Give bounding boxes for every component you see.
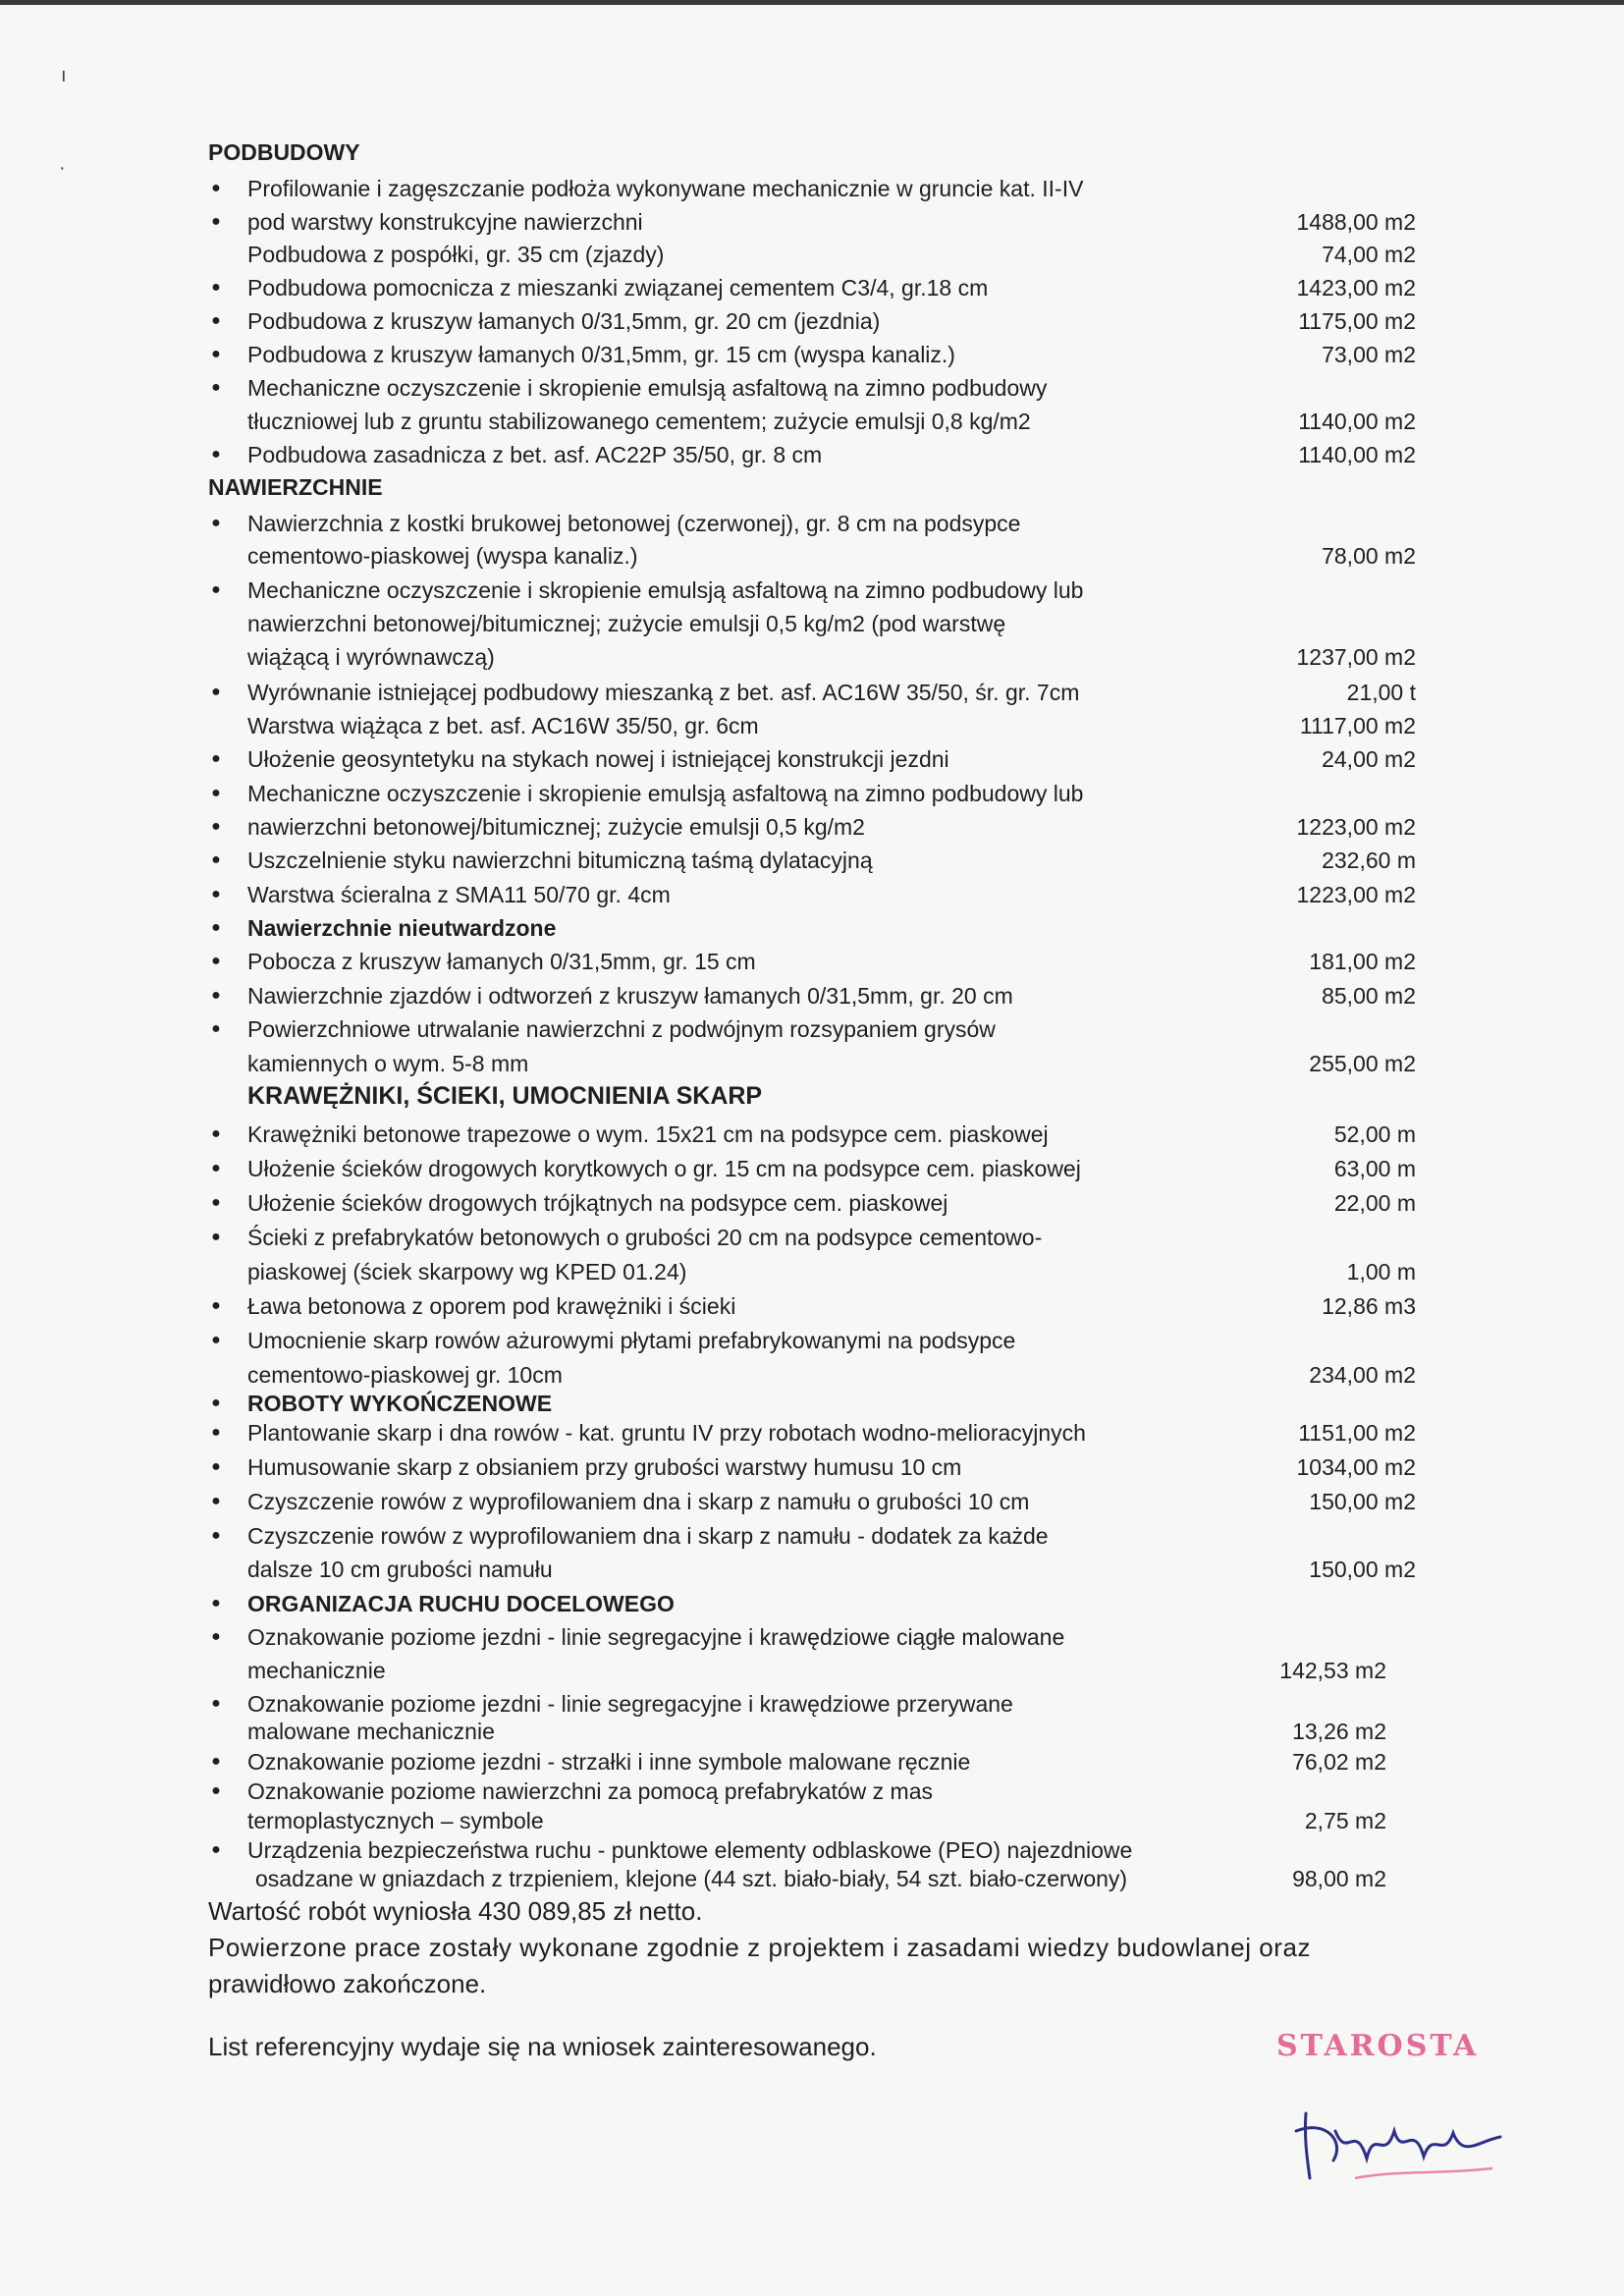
work-item-row [208, 608, 1416, 639]
bullet-icon: ● [211, 919, 221, 936]
work-item-quantity: 52,00 m [1333, 1121, 1416, 1147]
bullet-icon: ● [211, 1194, 221, 1211]
work-item-row [208, 239, 1416, 270]
work-item-quantity: 85,00 m2 [1322, 983, 1416, 1009]
work-item-quantity: 12,86 m3 [1322, 1293, 1416, 1319]
work-item-row [208, 1417, 1416, 1449]
work-item-quantity: 22,00 m [1333, 1190, 1416, 1216]
work-item-description: Podbudowa zasadnicza z bet. asf. AC22P 35/50, gr. 8 cm [247, 442, 823, 467]
bullet-icon: ● [211, 1753, 221, 1770]
work-item-description: Plantowanie skarp i dna rowów - kat. gruntu IV przy robotach wodno-melioracyjnych [247, 1420, 1086, 1446]
work-item-row [208, 574, 1416, 606]
work-item-quantity: 1140,00 m2 [1298, 409, 1416, 434]
bullet-icon: ● [211, 1628, 221, 1645]
work-item-description: Ułożenie ścieków drogowych korytkowych o gr. 15 cm na podsypce cem. piaskowej [247, 1156, 1081, 1181]
completion-statement-end: prawidłowo zakończone. [208, 1969, 487, 1998]
work-item-description: Czyszczenie rowów z wyprofilowaniem dna i skarp z namułu - dodatek za każde [247, 1523, 1049, 1549]
bullet-icon: ● [211, 1297, 221, 1314]
work-item-description: Oznakowanie poziome jezdni - linie segregacyjne i krawędziowe przerywane [247, 1691, 1013, 1717]
work-item-description: Podbudowa z kruszyw łamanych 0/31,5mm, gr. 15 cm (wyspa kanaliz.) [247, 342, 955, 367]
work-item-description: nawierzchni betonowej/bitumicznej; zużycie emulsji 0,5 kg/m2 (pod warstwę [247, 611, 1006, 636]
work-item-quantity: 21,00 t [1346, 680, 1416, 705]
bullet-icon: ● [211, 1424, 221, 1441]
bullet-icon: ● [211, 818, 221, 835]
work-item-row [208, 173, 1416, 204]
work-item-quantity: 1117,00 m2 [1299, 713, 1416, 738]
work-item-row [208, 1187, 1416, 1219]
work-item-row [208, 1325, 1416, 1356]
completion-statement: Powierzone prace zostały wykonane zgodnie z projektem i zasadami wiedzy budowlanej oraz [208, 1933, 1312, 1962]
section-heading: PODBUDOWY [208, 139, 360, 165]
section-heading: Nawierzchnie nieutwardzone [247, 915, 557, 941]
bullet-icon: ● [211, 1394, 221, 1411]
work-item-row [208, 1119, 1416, 1150]
work-item-row [208, 1621, 1416, 1653]
work-item-description: Oznakowanie poziome jezdni - strzałki i inne symbole malowane ręcznie [247, 1749, 971, 1775]
work-item-description: Warstwa ścieralna z SMA11 50/70 gr. 4cm [247, 882, 671, 907]
scan-mark: · [59, 157, 66, 179]
work-item-quantity: 13,26 m2 [1292, 1719, 1386, 1744]
work-item-row [208, 1048, 1416, 1079]
work-item-quantity: 1223,00 m2 [1296, 882, 1416, 907]
work-item-quantity: 181,00 m2 [1309, 949, 1416, 974]
work-item-row [208, 1716, 1416, 1747]
work-item-row [208, 272, 1416, 303]
work-item-description: Profilowanie i zagęszczanie podłoża wykonywane mechanicznie w gruncie kat. II-IV [247, 176, 1084, 201]
work-item-description: piaskowej (ściek skarpowy wg KPED 01.24) [247, 1259, 687, 1285]
work-item-description: Warstwa wiążąca z bet. asf. AC16W 35/50, gr. 6cm [247, 713, 759, 738]
work-item-row [208, 1554, 1416, 1585]
section-heading: ROBOTY WYKOŃCZENOWE [247, 1391, 553, 1416]
work-item-row [208, 339, 1416, 370]
bullet-icon: ● [211, 1458, 221, 1475]
work-item-description: cementowo-piaskowej (wyspa kanaliz.) [247, 543, 638, 569]
bullet-icon: ● [211, 346, 221, 362]
bullet-icon: ● [211, 987, 221, 1004]
work-item-row [208, 1359, 1416, 1391]
work-item-quantity: 150,00 m2 [1309, 1557, 1416, 1582]
bullet-icon: ● [211, 785, 221, 801]
work-item-row [208, 1451, 1416, 1483]
bullet-icon: ● [211, 953, 221, 969]
section-heading-row [208, 1388, 1416, 1419]
work-item-description: Wyrównanie istniejącej podbudowy mieszanką z bet. asf. AC16W 35/50, śr. gr. 7cm [247, 680, 1080, 705]
work-item-row [208, 1013, 1416, 1045]
work-item-row [208, 879, 1416, 910]
work-item-row [208, 439, 1416, 470]
work-item-quantity: 1,00 m [1346, 1259, 1416, 1285]
work-item-description: Czyszczenie rowów z wyprofilowaniem dna i skarp z namułu o grubości 10 cm [247, 1489, 1030, 1514]
work-item-description: osadzane w gniazdach z trzpieniem, klejone (44 szt. biało-biały, 54 szt. biało-czerwony) [255, 1866, 1128, 1891]
work-item-description: Podbudowa z pospółki, gr. 35 cm (zjazdy) [247, 242, 665, 267]
work-item-description: Ścieki z prefabrykatów betonowych o grubości 20 cm na podsypce cementowo- [247, 1225, 1043, 1250]
work-item-quantity: 234,00 m2 [1309, 1362, 1416, 1388]
work-item-row [208, 946, 1416, 977]
work-item-row [208, 406, 1416, 437]
work-item-description: Powierzchniowe utrwalanie nawierzchni z podwójnym rozsypaniem grysów [247, 1016, 996, 1042]
work-item-row [208, 1805, 1416, 1836]
work-item-row [208, 206, 1416, 238]
work-item-description: Mechaniczne oczyszczenie i skropienie emulsją asfaltową na zimno podbudowy lub [247, 781, 1084, 806]
work-item-quantity: 1151,00 m2 [1298, 1420, 1416, 1446]
bullet-icon: ● [211, 1160, 221, 1176]
work-item-description: termoplastycznych – symbole [247, 1808, 544, 1833]
work-item-row [208, 1776, 1416, 1807]
work-item-row [208, 710, 1416, 741]
work-item-quantity: 255,00 m2 [1309, 1051, 1416, 1076]
work-item-row [208, 1486, 1416, 1517]
work-item-description: Nawierzchnia z kostki brukowej betonowej (czerwonej), gr. 8 cm na podsypce [247, 511, 1021, 536]
bullet-icon: ● [211, 1695, 221, 1712]
scan-mark: ı [61, 65, 67, 86]
work-item-description: Umocnienie skarp rowów ażurowymi płytami prefabrykowanymi na podsypce [247, 1328, 1016, 1353]
work-item-description: Mechaniczne oczyszczenie i skropienie emulsją asfaltową na zimno podbudowy [247, 375, 1048, 401]
work-item-row [208, 845, 1416, 876]
work-item-description: Nawierzchnie zjazdów i odtworzeń z kruszyw łamanych 0/31,5mm, gr. 20 cm [247, 983, 1013, 1009]
work-item-row [208, 305, 1416, 337]
section-heading: ORGANIZACJA RUCHU DOCELOWEGO [247, 1591, 675, 1616]
work-item-row [208, 1290, 1416, 1322]
work-item-row [208, 372, 1416, 404]
work-item-quantity: 2,75 m2 [1304, 1808, 1386, 1833]
work-item-description: Podbudowa pomocnicza z mieszanki związanej cementem C3/4, gr.18 cm [247, 275, 989, 301]
work-item-description: dalsze 10 cm grubości namułu [247, 1557, 553, 1582]
work-item-quantity: 232,60 m [1322, 847, 1416, 873]
work-item-row [208, 980, 1416, 1011]
bullet-icon: ● [211, 446, 221, 463]
handwritten-signature [1286, 2102, 1512, 2190]
bullet-icon: ● [211, 1841, 221, 1858]
work-item-row [208, 743, 1416, 775]
work-item-row [208, 1655, 1416, 1686]
work-item-description: wiążącą i wyrównawczą) [247, 644, 495, 670]
work-item-description: Uszczelnienie styku nawierzchni bitumiczną taśmą dylatacyjną [247, 847, 873, 873]
section-heading-row [208, 1588, 1416, 1619]
bullet-icon: ● [211, 213, 221, 230]
work-item-description: nawierzchni betonowej/bitumicznej; zużycie emulsji 0,5 kg/m2 [247, 814, 865, 840]
work-item-description: Ułożenie geosyntetyku na stykach nowej i istniejącej konstrukcji jezdni [247, 746, 949, 772]
work-item-description: Urządzenia bezpieczeństwa ruchu - punktowe elementy odblaskowe (PEO) najezdniowe [247, 1837, 1133, 1863]
bullet-icon: ● [211, 1493, 221, 1509]
bullet-icon: ● [211, 683, 221, 700]
work-item-row [208, 1256, 1416, 1287]
work-item-quantity: 142,53 m2 [1279, 1658, 1386, 1683]
work-item-quantity: 74,00 m2 [1322, 242, 1416, 267]
work-item-quantity: 78,00 m2 [1322, 543, 1416, 569]
work-item-quantity: 73,00 m2 [1322, 342, 1416, 367]
bullet-icon: ● [211, 581, 221, 598]
work-item-row [208, 1863, 1416, 1894]
bullet-icon: ● [211, 1782, 221, 1799]
bullet-icon: ● [211, 851, 221, 868]
section-heading: KRAWĘŻNIKI, ŚCIEKI, UMOCNIENIA SKARP [247, 1082, 763, 1110]
bullet-icon: ● [211, 312, 221, 329]
work-item-quantity: 76,02 m2 [1292, 1749, 1386, 1775]
work-item-quantity: 24,00 m2 [1322, 746, 1416, 772]
work-item-quantity: 98,00 m2 [1292, 1866, 1386, 1891]
work-item-quantity: 1488,00 m2 [1296, 209, 1416, 235]
bullet-icon: ● [211, 379, 221, 396]
issued-note: List referencyjny wydaje się na wniosek zainteresowanego. [208, 2032, 877, 2061]
bullet-icon: ● [211, 279, 221, 296]
work-item-description: Krawężniki betonowe trapezowe o wym. 15x21 cm na podsypce cem. piaskowej [247, 1121, 1049, 1147]
work-item-row [208, 677, 1416, 708]
bullet-icon: ● [211, 1527, 221, 1544]
bullet-icon: ● [211, 1595, 221, 1612]
bullet-icon: ● [211, 515, 221, 531]
work-item-row [208, 1834, 1416, 1866]
work-item-description: pod warstwy konstrukcyjne nawierzchni [247, 209, 643, 235]
starosta-stamp: STAROSTA [1276, 2029, 1480, 2063]
total-value: Wartość robót wyniosła 430 089,85 zł netto. [208, 1896, 703, 1926]
work-item-quantity: 150,00 m2 [1309, 1489, 1416, 1514]
work-item-quantity: 1034,00 m2 [1296, 1454, 1416, 1480]
work-item-row [208, 778, 1416, 809]
bullet-icon: ● [211, 750, 221, 767]
work-item-quantity: 1175,00 m2 [1298, 308, 1416, 334]
bullet-icon: ● [211, 180, 221, 196]
bullet-icon: ● [211, 1020, 221, 1037]
work-item-row [208, 540, 1416, 572]
work-item-description: Pobocza z kruszyw łamanych 0/31,5mm, gr. 15 cm [247, 949, 756, 974]
work-item-description: Oznakowanie poziome nawierzchni za pomocą prefabrykatów z mas [247, 1778, 933, 1804]
work-item-description: Podbudowa z kruszyw łamanych 0/31,5mm, gr. 20 cm (jezdnia) [247, 308, 881, 334]
bullet-icon: ● [211, 1332, 221, 1348]
work-item-quantity: 1237,00 m2 [1296, 644, 1416, 670]
work-item-description: kamiennych o wym. 5-8 mm [247, 1051, 529, 1076]
work-item-row [208, 1520, 1416, 1552]
work-item-description: Mechaniczne oczyszczenie i skropienie emulsją asfaltową na zimno podbudowy lub [247, 577, 1084, 603]
bullet-icon: ● [211, 1229, 221, 1245]
work-item-description: Ułożenie ścieków drogowych trójkątnych na podsypce cem. piaskowej [247, 1190, 948, 1216]
bullet-icon: ● [211, 1125, 221, 1142]
work-item-row [208, 1153, 1416, 1184]
work-item-row [208, 1222, 1416, 1253]
work-item-row [208, 1746, 1416, 1777]
work-item-row [208, 641, 1416, 673]
section-heading-row [208, 912, 1416, 944]
work-item-description: mechanicznie [247, 1658, 386, 1683]
work-item-description: tłuczniowej lub z gruntu stabilizowanego cementem; zużycie emulsji 0,8 kg/m2 [247, 409, 1031, 434]
work-item-description: cementowo-piaskowej gr. 10cm [247, 1362, 563, 1388]
work-item-row [208, 508, 1416, 539]
work-item-quantity: 1140,00 m2 [1298, 442, 1416, 467]
work-item-description: Humusowanie skarp z obsianiem przy grubości warstwy humusu 10 cm [247, 1454, 962, 1480]
work-item-description: Oznakowanie poziome jezdni - linie segregacyjne i krawędziowe ciągłe malowane [247, 1624, 1065, 1650]
scan-edge [0, 0, 1624, 5]
work-item-description: Ława betonowa z oporem pod krawężniki i ścieki [247, 1293, 736, 1319]
work-item-quantity: 63,00 m [1333, 1156, 1416, 1181]
work-item-quantity: 1223,00 m2 [1296, 814, 1416, 840]
work-item-row [208, 811, 1416, 843]
section-heading: NAWIERZCHNIE [208, 474, 383, 500]
work-item-quantity: 1423,00 m2 [1296, 275, 1416, 301]
work-item-description: malowane mechanicznie [247, 1719, 495, 1744]
bullet-icon: ● [211, 886, 221, 902]
